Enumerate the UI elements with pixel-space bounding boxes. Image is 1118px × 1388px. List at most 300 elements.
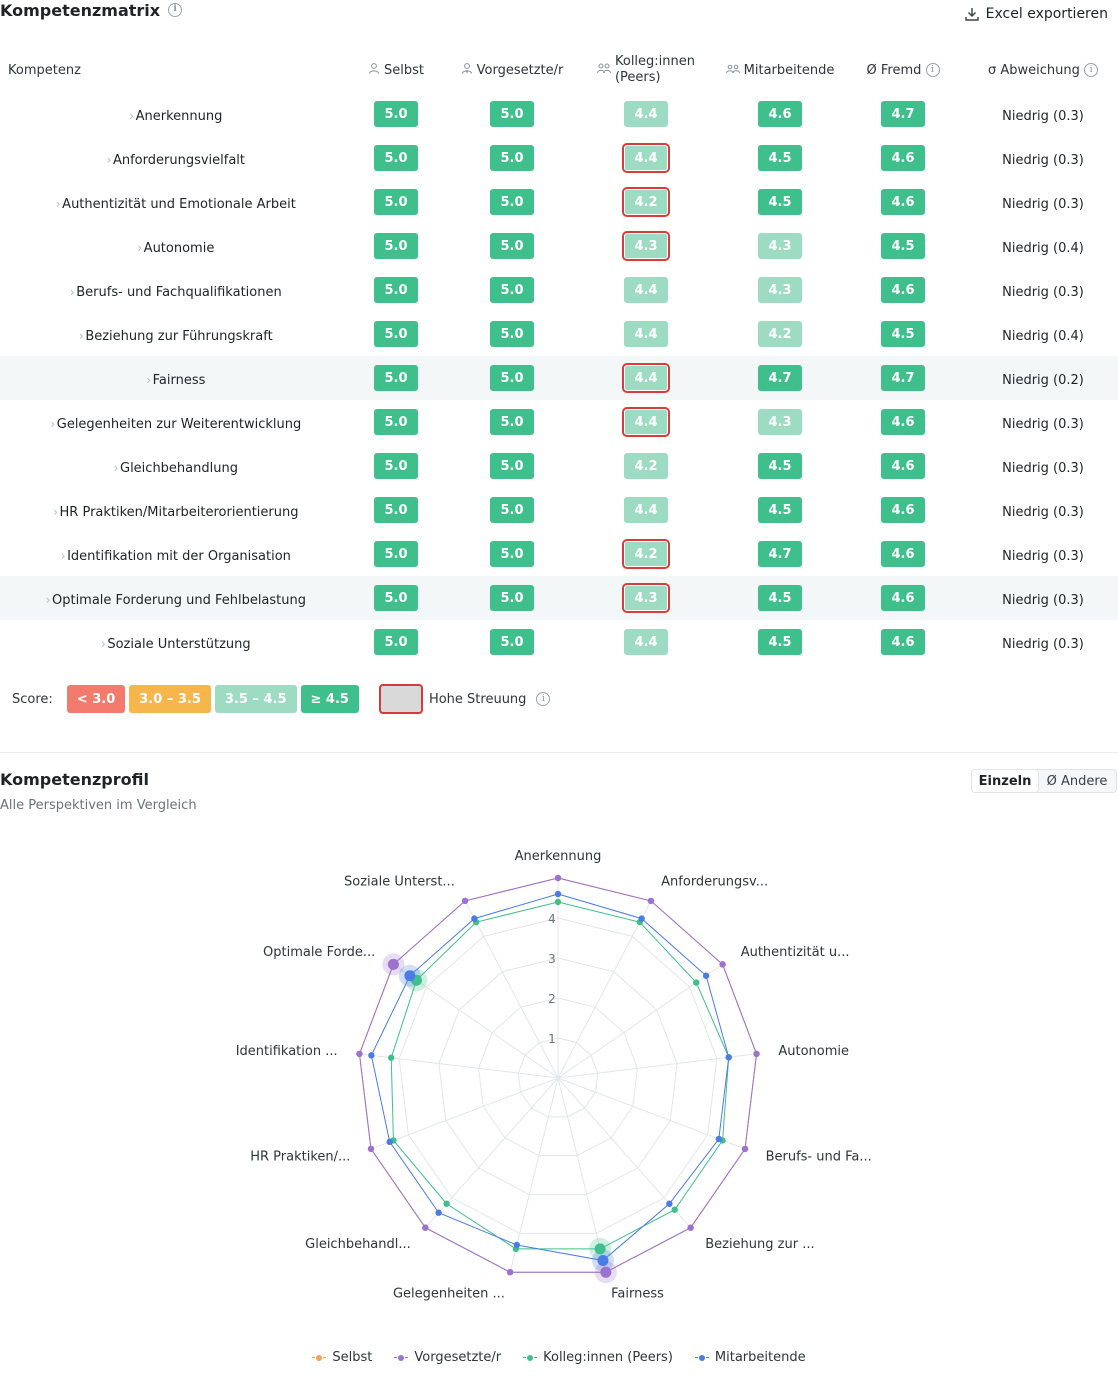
score-cell-vorgesetzte xyxy=(454,532,570,576)
radar-point xyxy=(507,1269,513,1275)
deviation-value: Niedrig (0.3) xyxy=(1002,284,1084,300)
deviation-cell xyxy=(968,356,1118,400)
table-row[interactable] xyxy=(0,532,1118,576)
chevron-right-icon[interactable]: › xyxy=(50,416,56,431)
col-header-vorgesetzte[interactable]: Vorgesetzte/r xyxy=(454,48,570,92)
score-badge-mitarbeitende: 4.6 xyxy=(758,101,802,127)
competency-cell[interactable] xyxy=(0,400,338,444)
score-cell-vorgesetzte xyxy=(454,268,570,312)
score-cell-mitarbeitende xyxy=(722,400,838,444)
score-badge-fremd: 4.7 xyxy=(881,101,925,127)
score-badge-vorgesetzte: 5.0 xyxy=(490,409,534,435)
score-badge-mitarbeitende: 4.5 xyxy=(758,189,802,215)
score-badge-fremd: 4.6 xyxy=(881,497,925,523)
score-cell-fremd xyxy=(838,92,968,136)
score-cell-kollegen xyxy=(570,356,722,400)
matrix-title: Kompetenzmatrix i xyxy=(0,1,182,20)
radar-axis-label: Soziale Unterst... xyxy=(344,874,455,890)
radar-point xyxy=(687,1225,693,1231)
radar-axis-label: Identifikation ... xyxy=(235,1044,338,1060)
radar-point xyxy=(388,959,399,970)
score-badge-selbst: 5.0 xyxy=(374,409,418,435)
score-cell-mitarbeitende xyxy=(722,620,838,664)
radar-point xyxy=(368,1146,374,1152)
score-badge-selbst: 5.0 xyxy=(374,585,418,611)
score-badge-mitarbeitende: 4.7 xyxy=(758,541,802,567)
radar-point xyxy=(443,1201,449,1207)
info-icon[interactable]: i xyxy=(1084,63,1098,77)
deviation-value: Niedrig (0.4) xyxy=(1002,328,1084,344)
radar-point xyxy=(368,1052,374,1058)
radar-point xyxy=(555,899,561,905)
score-badge-mitarbeitende: 4.3 xyxy=(758,233,802,259)
competency-cell[interactable] xyxy=(0,224,338,268)
score-cell-vorgesetzte xyxy=(454,444,570,488)
score-badge-fremd: 4.5 xyxy=(881,321,925,347)
radar-legend-item[interactable] xyxy=(394,1350,501,1365)
legend-marker-icon xyxy=(523,1353,537,1363)
score-cell-kollegen xyxy=(570,576,722,620)
profile-title: Kompetenzprofil xyxy=(0,770,149,789)
score-badge-selbst: 5.0 xyxy=(374,497,418,523)
person-icon xyxy=(368,62,380,77)
score-cell-selbst xyxy=(338,136,454,180)
competency-matrix-table xyxy=(0,48,1118,664)
radar-point xyxy=(386,1139,392,1145)
score-badge-fremd: 4.6 xyxy=(881,585,925,611)
radar-axis-label: HR Praktiken/... xyxy=(250,1149,351,1165)
score-cell-mitarbeitende xyxy=(722,92,838,136)
matrix-body xyxy=(0,92,1118,664)
score-cell-selbst xyxy=(338,532,454,576)
score-badge-kollegen: 4.4 xyxy=(624,321,668,347)
score-badge-vorgesetzte: 5.0 xyxy=(490,233,534,259)
radar-legend-item[interactable] xyxy=(523,1350,673,1365)
competency-name: Gelegenheiten zur Weiterentwicklung xyxy=(56,416,302,432)
score-badge-selbst: 5.0 xyxy=(374,453,418,479)
deviation-cell xyxy=(968,620,1118,664)
legend-marker-icon xyxy=(394,1353,408,1363)
score-badge-kollegen: 4.2 xyxy=(624,453,668,479)
table-row[interactable] xyxy=(0,136,1118,180)
radar-axis-label: Gelegenheiten ... xyxy=(392,1286,505,1302)
score-cell-kollegen xyxy=(570,312,722,356)
col-header-kollegen[interactable]: Kolleg:innen (Peers) xyxy=(570,48,722,92)
radar-point xyxy=(693,979,699,985)
score-badge-vorgesetzte: 5.0 xyxy=(490,585,534,611)
score-cell-mitarbeitende xyxy=(722,444,838,488)
score-badge-fremd: 4.6 xyxy=(881,145,925,171)
radar-point xyxy=(719,961,725,967)
score-cell-vorgesetzte xyxy=(454,576,570,620)
score-badge-fremd: 4.6 xyxy=(881,453,925,479)
deviation-value: Niedrig (0.3) xyxy=(1002,504,1084,520)
score-cell-fremd xyxy=(838,224,968,268)
score-badge-kollegen: 4.4 xyxy=(624,365,668,391)
competency-name: Beziehung zur Führungskraft xyxy=(85,328,273,344)
score-badge-fremd: 4.5 xyxy=(881,233,925,259)
competency-cell[interactable] xyxy=(0,356,338,400)
deviation-cell xyxy=(968,576,1118,620)
score-cell-mitarbeitende xyxy=(722,488,838,532)
score-cell-kollegen xyxy=(570,224,722,268)
score-cell-kollegen xyxy=(570,620,722,664)
competency-cell[interactable] xyxy=(0,180,338,224)
score-badge-mitarbeitende: 4.7 xyxy=(758,365,802,391)
score-badge-mitarbeitende: 4.5 xyxy=(758,497,802,523)
table-row[interactable] xyxy=(0,576,1118,620)
competency-name: Anerkennung xyxy=(135,108,223,124)
competency-name: Anforderungsvielfalt xyxy=(112,152,246,168)
score-cell-selbst xyxy=(338,180,454,224)
score-badge-selbst: 5.0 xyxy=(374,233,418,259)
radar-point xyxy=(471,915,477,921)
legend-marker-icon xyxy=(695,1353,709,1363)
radar-point xyxy=(597,1255,608,1266)
score-badge-selbst: 5.0 xyxy=(374,365,418,391)
score-badge-kollegen: 4.4 xyxy=(624,497,668,523)
chevron-right-icon[interactable]: › xyxy=(106,152,112,167)
score-cell-mitarbeitende xyxy=(722,268,838,312)
score-badge-mitarbeitende: 4.5 xyxy=(758,145,802,171)
deviation-cell xyxy=(968,488,1118,532)
score-badge-selbst: 5.0 xyxy=(374,321,418,347)
chevron-right-icon[interactable]: › xyxy=(100,636,106,651)
score-cell-fremd xyxy=(838,180,968,224)
score-legend xyxy=(12,684,550,714)
score-cell-fremd xyxy=(838,620,968,664)
col-header-mitarbeitende[interactable]: Mitarbeitende xyxy=(722,48,838,92)
legend-series-label: Selbst xyxy=(332,1350,373,1365)
radar-axis-label: Berufs- und Fa... xyxy=(765,1149,872,1165)
score-cell-mitarbeitende xyxy=(722,136,838,180)
score-badge-vorgesetzte: 5.0 xyxy=(490,629,534,655)
radar-point xyxy=(742,1146,748,1152)
radar-axis-label: Gleichbehandl... xyxy=(305,1237,411,1253)
deviation-value: Niedrig (0.3) xyxy=(1002,592,1084,608)
radar-legend-item[interactable] xyxy=(695,1350,806,1365)
score-cell-selbst xyxy=(338,312,454,356)
download-icon xyxy=(964,6,980,22)
radar-point xyxy=(648,898,654,904)
table-row[interactable] xyxy=(0,224,1118,268)
score-badge-vorgesetzte: 5.0 xyxy=(490,321,534,347)
section-divider xyxy=(0,752,1118,753)
manager-icon xyxy=(461,62,473,77)
chevron-right-icon[interactable]: › xyxy=(69,284,75,299)
score-cell-vorgesetzte xyxy=(454,400,570,444)
score-cell-selbst xyxy=(338,224,454,268)
col-header-selbst[interactable]: Selbst xyxy=(338,48,454,92)
radar-point xyxy=(388,1055,394,1061)
score-cell-mitarbeitende xyxy=(722,312,838,356)
radar-axis-label: Authentizität u... xyxy=(740,944,850,960)
radar-axis-label: Anforderungsv... xyxy=(661,874,769,890)
info-icon[interactable]: i xyxy=(926,63,940,77)
competency-cell[interactable] xyxy=(0,532,338,576)
score-cell-mitarbeitende xyxy=(722,532,838,576)
table-row[interactable] xyxy=(0,400,1118,444)
score-cell-fremd xyxy=(838,400,968,444)
score-badge-kollegen: 4.3 xyxy=(624,233,668,259)
competency-cell[interactable] xyxy=(0,444,338,488)
score-badge-kollegen: 4.3 xyxy=(624,585,668,611)
chevron-right-icon[interactable]: › xyxy=(113,460,119,475)
competency-cell[interactable] xyxy=(0,268,338,312)
radar-tick-label: 3 xyxy=(548,952,556,966)
legend-chip-below-3: < 3.0 xyxy=(67,685,125,713)
score-cell-vorgesetzte xyxy=(454,488,570,532)
competency-cell[interactable] xyxy=(0,576,338,620)
score-badge-mitarbeitende: 4.5 xyxy=(758,585,802,611)
score-cell-vorgesetzte xyxy=(454,224,570,268)
score-badge-vorgesetzte: 5.0 xyxy=(490,277,534,303)
score-cell-fremd xyxy=(838,356,968,400)
radar-chart xyxy=(0,850,1118,1340)
competency-cell[interactable] xyxy=(0,312,338,356)
score-badge-kollegen: 4.4 xyxy=(624,101,668,127)
score-cell-selbst xyxy=(338,400,454,444)
chevron-right-icon[interactable]: › xyxy=(78,328,84,343)
col-header-fremd[interactable]: Ø Fremd i xyxy=(838,48,968,92)
score-badge-vorgesetzte: 5.0 xyxy=(490,541,534,567)
score-badge-kollegen: 4.4 xyxy=(624,145,668,171)
score-cell-kollegen xyxy=(570,488,722,532)
score-cell-fremd xyxy=(838,444,968,488)
deviation-cell xyxy=(968,180,1118,224)
score-cell-fremd xyxy=(838,532,968,576)
radar-point xyxy=(600,1267,611,1278)
score-cell-fremd xyxy=(838,268,968,312)
score-cell-kollegen xyxy=(570,136,722,180)
legend-label: Score: xyxy=(12,691,53,707)
radar-point xyxy=(435,1210,441,1216)
deviation-value: Niedrig (0.2) xyxy=(1002,372,1084,388)
radar-spoke xyxy=(371,1078,558,1149)
table-row[interactable] xyxy=(0,92,1118,136)
score-badge-kollegen: 4.4 xyxy=(624,409,668,435)
radar-point xyxy=(672,1207,678,1213)
competency-name: Optimale Forderung und Fehlbelastung xyxy=(51,592,306,608)
col-header-kompetenz[interactable]: Kompetenz xyxy=(8,62,81,78)
radar-point xyxy=(462,898,468,904)
profile-subtitle: Alle Perspektiven im Vergleich xyxy=(0,798,197,813)
peers-icon xyxy=(597,62,611,77)
radar-series-line xyxy=(391,902,729,1249)
score-cell-kollegen xyxy=(570,92,722,136)
legend-chip-3-to-3-5: 3.0 – 3.5 xyxy=(129,685,211,713)
score-cell-vorgesetzte xyxy=(454,136,570,180)
radar-point xyxy=(716,1136,722,1142)
score-cell-fremd xyxy=(838,488,968,532)
score-badge-kollegen: 4.4 xyxy=(624,277,668,303)
competency-name: Soziale Unterstützung xyxy=(107,636,251,652)
deviation-value: Niedrig (0.3) xyxy=(1002,460,1084,476)
score-cell-selbst xyxy=(338,444,454,488)
competency-name: Autonomie xyxy=(143,240,215,256)
score-cell-vorgesetzte xyxy=(454,180,570,224)
deviation-value: Niedrig (0.3) xyxy=(1002,636,1084,652)
radar-legend xyxy=(0,1350,1118,1365)
score-cell-selbst xyxy=(338,620,454,664)
legend-chip-high-spread xyxy=(379,684,423,714)
legend-series-label: Kolleg:innen (Peers) xyxy=(543,1350,673,1365)
score-cell-fremd xyxy=(838,136,968,180)
score-cell-kollegen xyxy=(570,444,722,488)
table-row[interactable] xyxy=(0,312,1118,356)
score-badge-mitarbeitende: 4.2 xyxy=(758,321,802,347)
competency-cell[interactable] xyxy=(0,136,338,180)
score-badge-fremd: 4.6 xyxy=(881,189,925,215)
radar-point xyxy=(703,973,709,979)
radar-point xyxy=(595,1243,606,1254)
deviation-cell xyxy=(968,92,1118,136)
score-cell-kollegen xyxy=(570,180,722,224)
deviation-cell xyxy=(968,532,1118,576)
table-header-row xyxy=(0,48,1118,92)
score-cell-selbst xyxy=(338,488,454,532)
score-cell-vorgesetzte xyxy=(454,312,570,356)
col-header-abweichung[interactable]: σ Abweichung i xyxy=(968,48,1118,92)
radar-axis-label: Anerkennung xyxy=(514,850,602,864)
table-row[interactable] xyxy=(0,620,1118,664)
radar-point xyxy=(356,1051,362,1057)
chevron-right-icon[interactable]: › xyxy=(146,372,152,387)
score-badge-vorgesetzte: 5.0 xyxy=(490,101,534,127)
competency-cell[interactable] xyxy=(0,92,338,136)
competency-name: HR Praktiken/Mitarbeiterorientierung xyxy=(59,504,299,520)
score-cell-mitarbeitende xyxy=(722,356,838,400)
score-badge-fremd: 4.6 xyxy=(881,629,925,655)
radar-tick-label: 4 xyxy=(548,912,556,926)
chevron-right-icon[interactable]: › xyxy=(137,240,143,255)
deviation-cell xyxy=(968,136,1118,180)
score-cell-selbst xyxy=(338,356,454,400)
score-badge-selbst: 5.0 xyxy=(374,101,418,127)
radar-point xyxy=(753,1051,759,1057)
score-badge-mitarbeitende: 4.3 xyxy=(758,409,802,435)
competency-name: Gleichbehandlung xyxy=(120,460,238,476)
radar-point xyxy=(514,1242,520,1248)
score-badge-selbst: 5.0 xyxy=(374,541,418,567)
score-cell-selbst xyxy=(338,268,454,312)
legend-chip-above-4-5: ≥ 4.5 xyxy=(301,685,359,713)
radar-point xyxy=(555,891,561,897)
radar-point xyxy=(555,875,561,881)
table-row[interactable] xyxy=(0,180,1118,224)
score-cell-kollegen xyxy=(570,268,722,312)
competency-name: Berufs- und Fachqualifikationen xyxy=(76,284,282,300)
table-row[interactable] xyxy=(0,444,1118,488)
score-badge-fremd: 4.6 xyxy=(881,409,925,435)
chevron-right-icon[interactable]: › xyxy=(55,196,61,211)
matrix-header xyxy=(0,0,1118,30)
excel-export-button[interactable]: Excel exportieren xyxy=(964,6,1108,22)
legend-series-label: Mitarbeitende xyxy=(714,1350,806,1365)
radar-axis-label: Fairness xyxy=(611,1286,664,1302)
competency-name: Fairness xyxy=(152,372,206,388)
legend-chip-3-5-to-4-5: 3.5 – 4.5 xyxy=(215,685,297,713)
radar-spoke xyxy=(558,901,651,1078)
score-cell-kollegen xyxy=(570,400,722,444)
score-cell-mitarbeitende xyxy=(722,576,838,620)
score-cell-fremd xyxy=(838,576,968,620)
radar-point xyxy=(638,915,644,921)
score-cell-fremd xyxy=(838,312,968,356)
competency-cell[interactable] xyxy=(0,488,338,532)
radar-point xyxy=(666,1201,672,1207)
score-badge-mitarbeitende: 4.3 xyxy=(758,277,802,303)
deviation-value: Niedrig (0.3) xyxy=(1002,108,1084,124)
score-cell-mitarbeitende xyxy=(722,224,838,268)
chevron-right-icon[interactable]: › xyxy=(129,108,135,123)
competency-cell[interactable] xyxy=(0,620,338,664)
deviation-value: Niedrig (0.3) xyxy=(1002,152,1084,168)
deviation-cell xyxy=(968,444,1118,488)
toggle-einzeln[interactable]: Einzeln xyxy=(972,770,1038,792)
deviation-value: Niedrig (0.3) xyxy=(1002,416,1084,432)
radar-legend-item[interactable] xyxy=(312,1350,372,1365)
score-badge-fremd: 4.6 xyxy=(881,277,925,303)
deviation-value: Niedrig (0.4) xyxy=(1002,240,1084,256)
score-badge-vorgesetzte: 5.0 xyxy=(490,365,534,391)
radar-axis-label: Autonomie xyxy=(778,1044,850,1060)
deviation-value: Niedrig (0.3) xyxy=(1002,548,1084,564)
score-badge-mitarbeitende: 4.5 xyxy=(758,453,802,479)
legend-marker-icon xyxy=(312,1353,326,1363)
radar-point xyxy=(404,970,415,981)
score-cell-vorgesetzte xyxy=(454,356,570,400)
deviation-cell xyxy=(968,224,1118,268)
score-badge-vorgesetzte: 5.0 xyxy=(490,189,534,215)
score-badge-kollegen: 4.2 xyxy=(624,541,668,567)
table-row[interactable] xyxy=(0,268,1118,312)
table-row[interactable] xyxy=(0,488,1118,532)
radar-point xyxy=(422,1225,428,1231)
toggle-andere[interactable]: Ø Andere xyxy=(1046,773,1108,789)
legend-spread-label: Hohe Streuung xyxy=(428,691,527,707)
score-badge-vorgesetzte: 5.0 xyxy=(490,453,534,479)
score-cell-mitarbeitende xyxy=(722,180,838,224)
score-badge-vorgesetzte: 5.0 xyxy=(490,145,534,171)
radar-tick-label: 2 xyxy=(548,992,556,1006)
score-badge-selbst: 5.0 xyxy=(374,629,418,655)
info-icon[interactable]: i xyxy=(168,3,182,17)
score-badge-selbst: 5.0 xyxy=(374,145,418,171)
score-badge-fremd: 4.6 xyxy=(881,541,925,567)
deviation-cell xyxy=(968,400,1118,444)
score-cell-selbst xyxy=(338,92,454,136)
score-badge-fremd: 4.7 xyxy=(881,365,925,391)
score-badge-vorgesetzte: 5.0 xyxy=(490,497,534,523)
deviation-cell xyxy=(968,268,1118,312)
table-row[interactable] xyxy=(0,356,1118,400)
score-cell-vorgesetzte xyxy=(454,92,570,136)
chevron-right-icon[interactable]: › xyxy=(60,548,66,563)
radar-axis-label: Optimale Forde... xyxy=(263,944,376,960)
score-badge-selbst: 5.0 xyxy=(374,277,418,303)
legend-series-label: Vorgesetzte/r xyxy=(414,1350,502,1365)
chevron-right-icon[interactable]: › xyxy=(53,504,58,519)
info-icon[interactable]: i xyxy=(536,692,550,706)
chevron-right-icon[interactable]: › xyxy=(45,592,51,607)
score-cell-selbst xyxy=(338,576,454,620)
radar-spoke xyxy=(465,901,558,1078)
radar-point xyxy=(726,1054,732,1060)
team-icon xyxy=(726,62,740,77)
profile-view-toggle xyxy=(971,769,1117,793)
score-badge-kollegen: 4.4 xyxy=(624,629,668,655)
